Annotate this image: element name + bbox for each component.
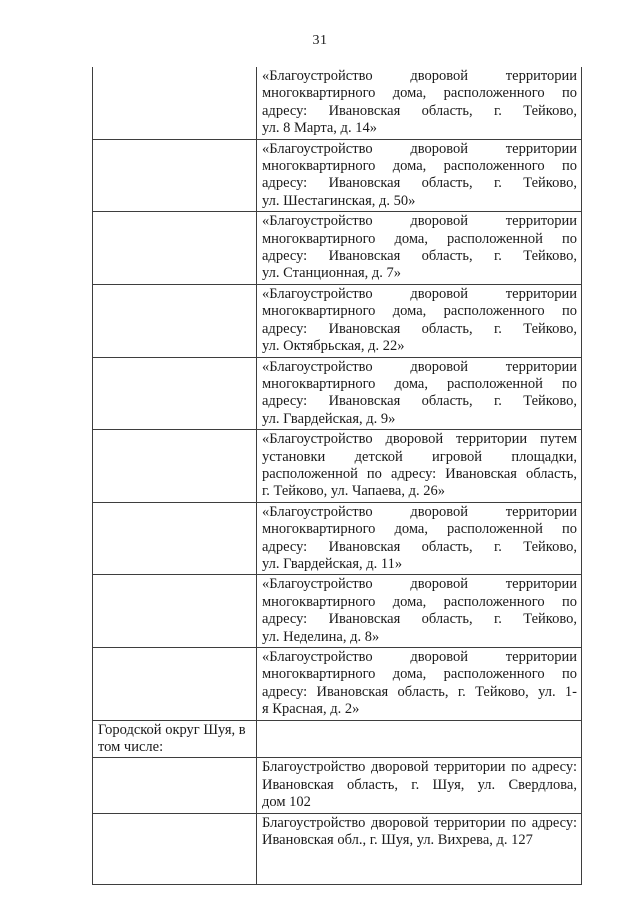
table-row	[93, 758, 582, 813]
project-cell: «Благоустройство дворовой территории многоквартирного дома, расположенного по адресу: Ивановская область, г. Тейково, ул. Октябрьская, д. 22»	[257, 284, 582, 357]
project-cell: «Благоустройство дворовой территории многоквартирного дома, расположенного по адресу: Ивановская область, г. Тейково, ул. 8 Марта, д. 14»	[257, 67, 582, 139]
projects-table	[92, 67, 582, 885]
municipality-cell	[93, 67, 257, 139]
project-cell: «Благоустройство дворовой территории многоквартирного дома, расположенного по адресу: Ивановская область, г. Тейково, ул. 1-я Красная, д. 2»	[257, 648, 582, 721]
table-row	[93, 575, 582, 648]
municipality-cell	[93, 284, 257, 357]
project-cell: «Благоустройство дворовой территории многоквартирного дома, расположенного по адресу: Ивановская область, г. Тейково, ул. Неделина, д. 8»	[257, 575, 582, 648]
municipality-cell	[93, 575, 257, 648]
table-row	[93, 67, 582, 139]
project-cell: Благоустройство дворовой территории по адресу: Ивановская область, г. Шуя, ул. Свердлова, дом 102	[257, 758, 582, 813]
project-cell: «Благоустройство дворовой территории многоквартирного дома, расположенного по адресу: Ивановская область, г. Тейково, ул. Шестагинская, д. 50»	[257, 139, 582, 212]
municipality-cell	[93, 430, 257, 503]
table-row-section-header	[93, 720, 582, 758]
municipality-cell	[93, 758, 257, 813]
table-row	[93, 139, 582, 212]
table-row	[93, 502, 582, 575]
table-row	[93, 212, 582, 285]
project-cell: «Благоустройство дворовой территории многоквартирного дома, расположенной по адресу: Ивановская область, г. Тейково, ул. Станционная, д. 7»	[257, 212, 582, 285]
project-cell	[257, 720, 582, 758]
table-row	[93, 430, 582, 503]
municipality-cell: Городской округ Шуя, в том числе:	[93, 720, 257, 758]
municipality-cell	[93, 648, 257, 721]
table-row	[93, 357, 582, 430]
project-cell: «Благоустройство дворовой территории многоквартирного дома, расположенной по адресу: Ивановская область, г. Тейково, ул. Гвардейская, д. 9»	[257, 357, 582, 430]
table-row	[93, 813, 582, 884]
table-row	[93, 284, 582, 357]
municipality-cell	[93, 212, 257, 285]
municipality-cell	[93, 502, 257, 575]
page-number: 31	[312, 33, 328, 48]
project-cell: «Благоустройство дворовой территории многоквартирного дома, расположенной по адресу: Ивановская область, г. Тейково, ул. Гвардейская, д. 11»	[257, 502, 582, 575]
municipality-cell	[93, 139, 257, 212]
table-row	[93, 648, 582, 721]
project-cell: Благоустройство дворовой территории по адресу: Ивановская обл., г. Шуя, ул. Вихрева, д. 127	[257, 813, 582, 884]
project-cell: «Благоустройство дворовой территории путем установки детской игровой площадки, расположенной по адресу: Ивановская область, г. Тейково, ул. Чапаева, д. 26»	[257, 430, 582, 503]
municipality-cell	[93, 813, 257, 884]
municipality-cell	[93, 357, 257, 430]
